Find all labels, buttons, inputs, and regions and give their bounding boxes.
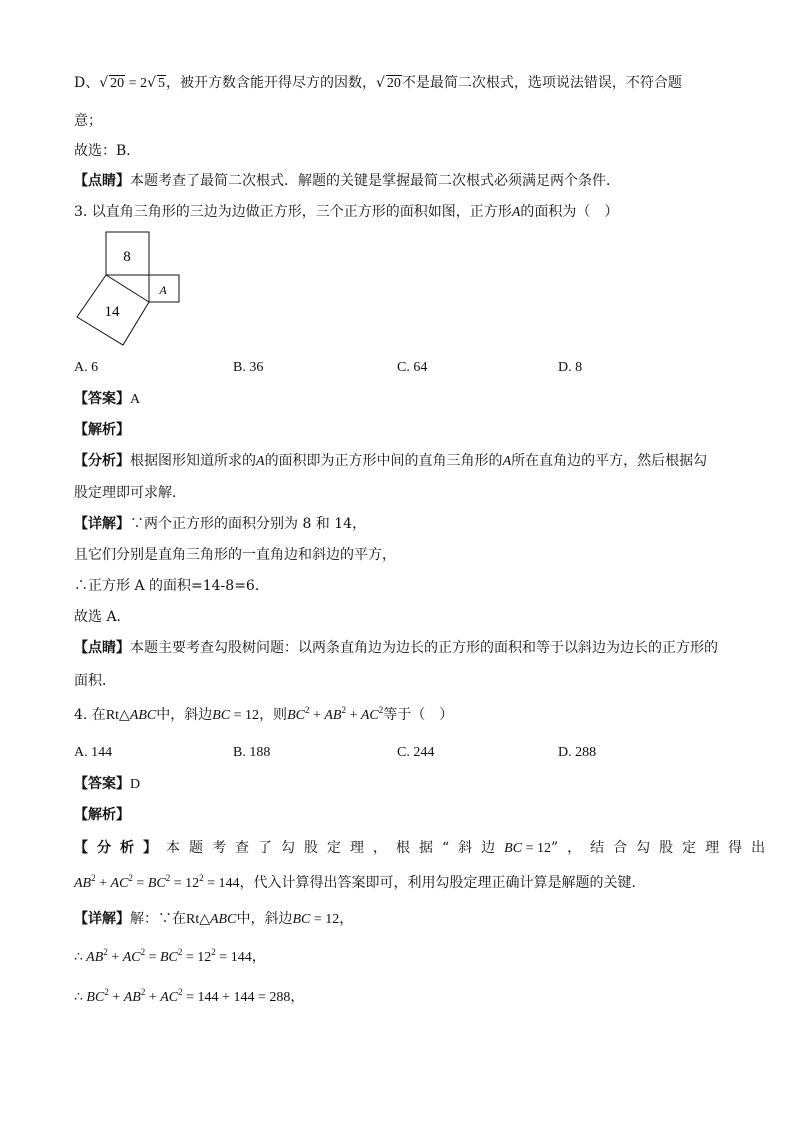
q4-option-b: B. 188 — [233, 745, 271, 760]
xiangjie-rt: Rt△ — [186, 912, 210, 927]
q3-dianjing-line2: 面积． — [74, 673, 116, 689]
q3-xiangjie-line3: ∴正方形 A 的面积=14-8=6． — [74, 578, 269, 594]
q4-stem — [74, 706, 453, 725]
q3-option-a: A. 6 — [74, 360, 99, 375]
val-288: 288 — [269, 990, 291, 1005]
q3-xiangjie-line2: 且它们分别是直角三角形的一直角边和斜边的平方， — [74, 547, 396, 563]
dianjing-label: 【点睛】 — [74, 640, 130, 656]
xiangjie-formula1: $AB^2 + AC^2 = BC^2 = 12^2 = 144$ — [82, 947, 252, 965]
xiangjie-bc: BC — [292, 912, 311, 927]
answer-label: 【答案】 — [74, 391, 130, 407]
fenxi-text1b: ”，结合勾股定理得出 — [550, 840, 775, 856]
xiangjie-text1b: 中，斜边 — [236, 911, 293, 927]
xiangjie-formula2: $BC^2 + AB^2 + AC^2 = 144 + 144 = 288$ — [82, 987, 291, 1005]
xiangjie-text1: ∵两个正方形的面积分别为 8 和 14， — [130, 516, 367, 532]
q2-choice: 故选：B． — [74, 143, 141, 159]
q4-stem-c: ，则 — [259, 707, 288, 723]
q3-option-d: D. 8 — [558, 360, 583, 375]
xiangjie-eq: = 12 — [310, 912, 340, 927]
dianjing-text: 本题考查了最简二次根式．解题的关键是掌握最简二次根式必须满足两个条件． — [130, 173, 620, 189]
option-d-text1: ，被开方数含能开得尽方的因数， — [165, 75, 376, 91]
pythagoras-figure — [74, 228, 184, 348]
option-d-text2: 不是最简二次根式，选项说法错误，不符合题 — [401, 75, 682, 91]
sqrt-sign: √ — [99, 75, 109, 91]
q4-option-d: D. 288 — [558, 745, 597, 760]
q3-choice: 故选 A． — [74, 609, 131, 625]
fenxi-text-b: 的面积即为正方形中间的直角三角形的 — [264, 453, 503, 469]
q3-option-c: C. 64 — [397, 360, 428, 375]
answer-value: D — [130, 777, 141, 792]
q4-option-a: A. 144 — [74, 745, 113, 760]
fenxi-text-c: 所在直角边的平方，然后根据勾 — [511, 453, 708, 469]
q3-stem-text: 3. 以直角三角形的三边为边做正方形，三个正方形的面积如图，正方形 — [74, 204, 512, 220]
q4-stem-a: 4. 在 — [74, 707, 106, 723]
fenxi-text-a: 根据图形知道所求的 — [130, 453, 256, 469]
equals-two: = 2 — [125, 76, 148, 91]
answer-label: 【答案】 — [74, 776, 130, 792]
q4-fenxi-line2 — [74, 874, 646, 893]
xiangjie-text1a: 解：∵在 — [130, 911, 186, 927]
q3-stem-var: A — [511, 205, 521, 220]
xiangjie-abc: ABC — [210, 912, 237, 927]
q3-stem-tail: 的面积为（ ） — [520, 204, 619, 220]
q4-bc: BC — [212, 708, 231, 723]
xiangjie-label: 【详解】 — [74, 911, 130, 927]
q3-fenxi-line2: 股定理即可求解． — [74, 485, 186, 501]
sqrt-20-b: 20 — [386, 76, 401, 91]
q3-xiangjie-line1 — [74, 515, 366, 533]
sqrt-sign-3: √ — [375, 75, 385, 91]
label-14: 14 — [104, 304, 120, 320]
sqrt-sign-2: √ — [147, 75, 156, 91]
fenxi-eq: = 12 — [522, 841, 551, 856]
q2-dianjing — [74, 172, 620, 190]
q4-xiangjie-line1: 【详解】解：∵在Rt△ABC中，斜边BC = 12， — [74, 911, 354, 927]
q2-option-d-line2: 意； — [74, 113, 102, 129]
val-144-b: 144 — [233, 990, 255, 1005]
val-144-a: 144 — [197, 990, 219, 1005]
therefore-sign-2: ∴ — [74, 989, 83, 1005]
label-a: A — [159, 283, 167, 297]
option-d-prefix: D、 — [74, 75, 100, 91]
q2-option-d-line — [74, 74, 682, 93]
q3-analysis-label: 【解析】 — [74, 422, 130, 438]
q4-analysis-label: 【解析】 — [74, 807, 130, 823]
fenxi-bc: BC — [504, 841, 523, 856]
dianjing-text1: 本题主要考查勾股树问题：以两条直角边为边长的正方形的面积和等于以斜边为边长的正方形的 — [130, 640, 718, 656]
q3-dianjing-line1 — [74, 639, 718, 657]
q4-answer — [74, 775, 140, 794]
q4-option-c: C. 244 — [397, 745, 435, 760]
sqrt-20: 20 — [110, 76, 125, 91]
q4-xiangjie-line3: ∴ $BC^2 + AB^2 + AC^2 = 144 + 144 = 288$， — [74, 987, 305, 1005]
fenxi-var1: A — [256, 454, 265, 469]
fenxi-label: 【分析】 — [74, 453, 130, 469]
sqrt-5: 5 — [157, 76, 165, 91]
q4-abc: ABC — [129, 708, 157, 723]
q4-expression: $BC^2 + AB^2 + AC^2$ — [287, 705, 384, 723]
fenxi-var2: A — [502, 454, 512, 469]
q4-fenxi-line1 — [74, 839, 774, 858]
q3-answer — [74, 390, 140, 409]
therefore-sign: ∴ — [74, 949, 83, 965]
label-8: 8 — [123, 249, 131, 265]
q3-option-b: B. 36 — [233, 360, 264, 375]
dianjing-label: 【点睛】 — [74, 173, 130, 189]
q4-stem-d: 等于（ ） — [383, 707, 454, 723]
q3-stem — [74, 203, 618, 222]
q3-fenxi-line1 — [74, 452, 707, 471]
fenxi-formula: $AB^2 + AC^2 = BC^2 = 12^2 = 144$ — [74, 873, 240, 891]
fenxi-text1: 本题考查了勾股定理，根据“斜边 — [166, 840, 505, 856]
q4-eq: = 12 — [230, 708, 260, 723]
xiangjie-label: 【详解】 — [74, 516, 130, 532]
val-12: 12 — [197, 950, 212, 965]
fenxi-label: 【分析】 — [74, 840, 166, 856]
fenxi-text2: ，代入计算得出答案即可，利用勾股定理正确计算是解题的关键． — [239, 875, 646, 891]
q4-rt: Rt△ — [105, 708, 130, 723]
q4-xiangjie-line2: ∴ $AB^2 + AC^2 = BC^2 = 12^2 = 144$， — [74, 947, 266, 965]
q4-stem-b: 中，斜边 — [156, 707, 213, 723]
val-144: 144 — [230, 950, 252, 965]
answer-value: A — [130, 392, 141, 407]
